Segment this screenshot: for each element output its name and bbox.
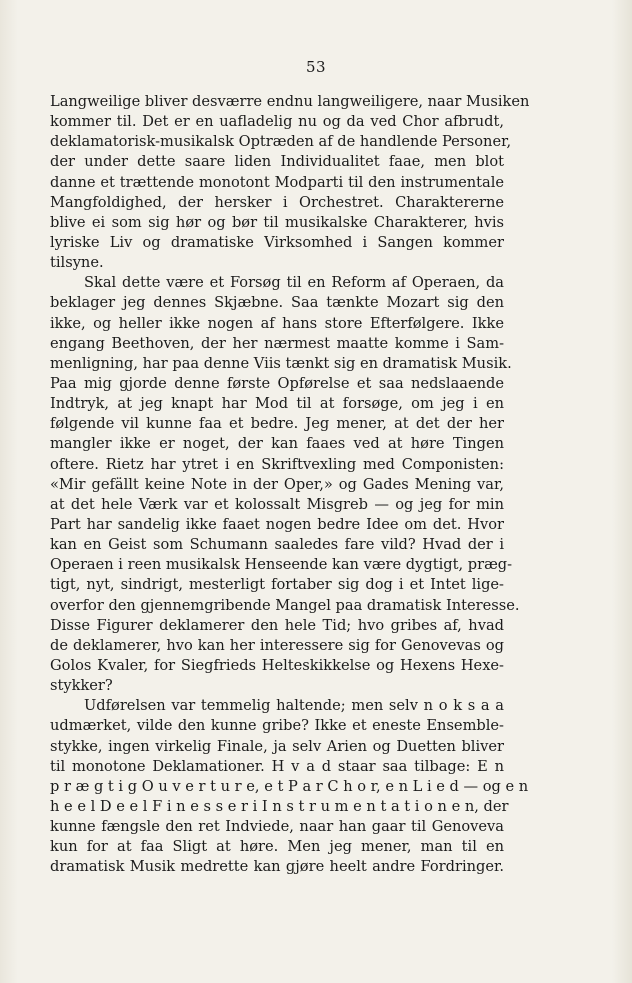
text-line: tilsyne. bbox=[50, 254, 104, 272]
text-line: dramatisk Musik medrette kan gjøre heelt andre Fordringer. bbox=[50, 858, 504, 876]
text-line: der under dette saare liden Individualitet faae, men blot bbox=[50, 153, 504, 171]
text-line: Skal dette være et Forsøg til en Reform af Operaen, da bbox=[84, 274, 504, 292]
text-line: stykker? bbox=[50, 677, 113, 695]
text-line: beklager jeg dennes Skjæbne. Saa tænkte Mozart sig den bbox=[50, 294, 504, 312]
text-line: engang Beethoven, der her nærmest maatte komme i Sam- bbox=[50, 334, 504, 352]
text-line: «Mir gefällt keine Note in der Oper,» og Gades Mening var, bbox=[50, 475, 504, 493]
text-line: oftere. Rietz har ytret i en Skriftvexling med Componisten: bbox=[50, 455, 504, 473]
text-line: h e e l D e e l F i n e s s e r i I n s t r u m e n t a t i o n e n, der bbox=[50, 797, 509, 815]
text-line: p r æ g t i g O u v e r t u r e, e t P a r C h o r, e n L i e d — og e n bbox=[50, 777, 529, 795]
text-line: Operaen i reen musikalsk Henseende kan være dygtigt, præg- bbox=[50, 556, 513, 574]
text-line: danne et trættende monotont Modparti til den instrumentale bbox=[50, 173, 504, 191]
text-line: lyriske Liv og dramatiske Virksomhed i Sangen kommer bbox=[50, 233, 504, 251]
text-line: blive ei som sig hør og bør til musikalske Charakterer, hvis bbox=[50, 213, 504, 231]
text-line: kunne fængsle den ret Indviede, naar han gaar til Genoveva bbox=[50, 818, 504, 836]
text-line: Golos Kvaler, for Siegfrieds Helteskikkelse og Hexens Hexe- bbox=[50, 656, 504, 674]
text-line: kun for at faa Sligt at høre. Men jeg mener, man til en bbox=[50, 838, 504, 856]
text-line: at det hele Værk var et kolossalt Misgreb — og jeg for min bbox=[50, 495, 504, 513]
text-line: Disse Figurer deklamerer den hele Tid; hvo gribes af, hvad bbox=[50, 616, 504, 634]
body-text bbox=[50, 92, 530, 877]
text-line: Paa mig gjorde denne første Opførelse et saa nedslaaende bbox=[50, 374, 504, 392]
text-line: de deklamerer, hvo kan her interessere sig for Genovevas og bbox=[50, 636, 504, 654]
text-line: Langweilige bliver desværre endnu langweiligere, naar Musiken bbox=[50, 93, 530, 110]
text-line: menligning, har paa denne Viis tænkt sig en dramatisk Musik. bbox=[50, 354, 512, 372]
text-line: ikke, og heller ikke nogen af hans store Efterfølgere. Ikke bbox=[50, 314, 504, 332]
text-line: kommer til. Det er en uafladelig nu og da ved Chor afbrudt, bbox=[50, 113, 504, 131]
text-line: mangler ikke er noget, der kan faaes ved at høre Tingen bbox=[50, 435, 504, 453]
text-line: tigt, nyt, sindrigt, mesterligt fortaber sig dog i et Intet lige- bbox=[50, 576, 504, 594]
text-line: følgende vil kunne faa et bedre. Jeg mener, at det der her bbox=[50, 415, 504, 433]
text-line: Part har sandelig ikke faaet nogen bedre Idee om det. Hvor bbox=[50, 515, 504, 533]
page-number: 53 bbox=[305, 58, 327, 76]
text-line: kan en Geist som Schumann saaledes fare vild? Hvad der i bbox=[50, 536, 504, 554]
text-line: Mangfoldighed, der hersker i Orchestret. Charaktererne bbox=[50, 193, 504, 211]
text-line: stykke, ingen virkelig Finale, ja selv Arien og Duetten bliver bbox=[50, 737, 504, 755]
text-line: til monotone Deklamationer. H v a d staar saa tilbage: E n bbox=[50, 757, 504, 775]
text-line: overfor den gjennemgribende Mangel paa dramatisk Interesse. bbox=[50, 596, 520, 614]
text-line: Indtryk, at jeg knapt har Mod til at forsøge, om jeg i en bbox=[50, 395, 504, 413]
text-line: udmærket, vilde den kunne gribe? Ikke et eneste Ensemble- bbox=[50, 717, 504, 735]
text-line: deklamatorisk-musikalsk Optræden af de handlende Personer, bbox=[50, 133, 512, 151]
text-line: Udførelsen var temmelig haltende; men selv n o k s a a bbox=[84, 697, 504, 715]
